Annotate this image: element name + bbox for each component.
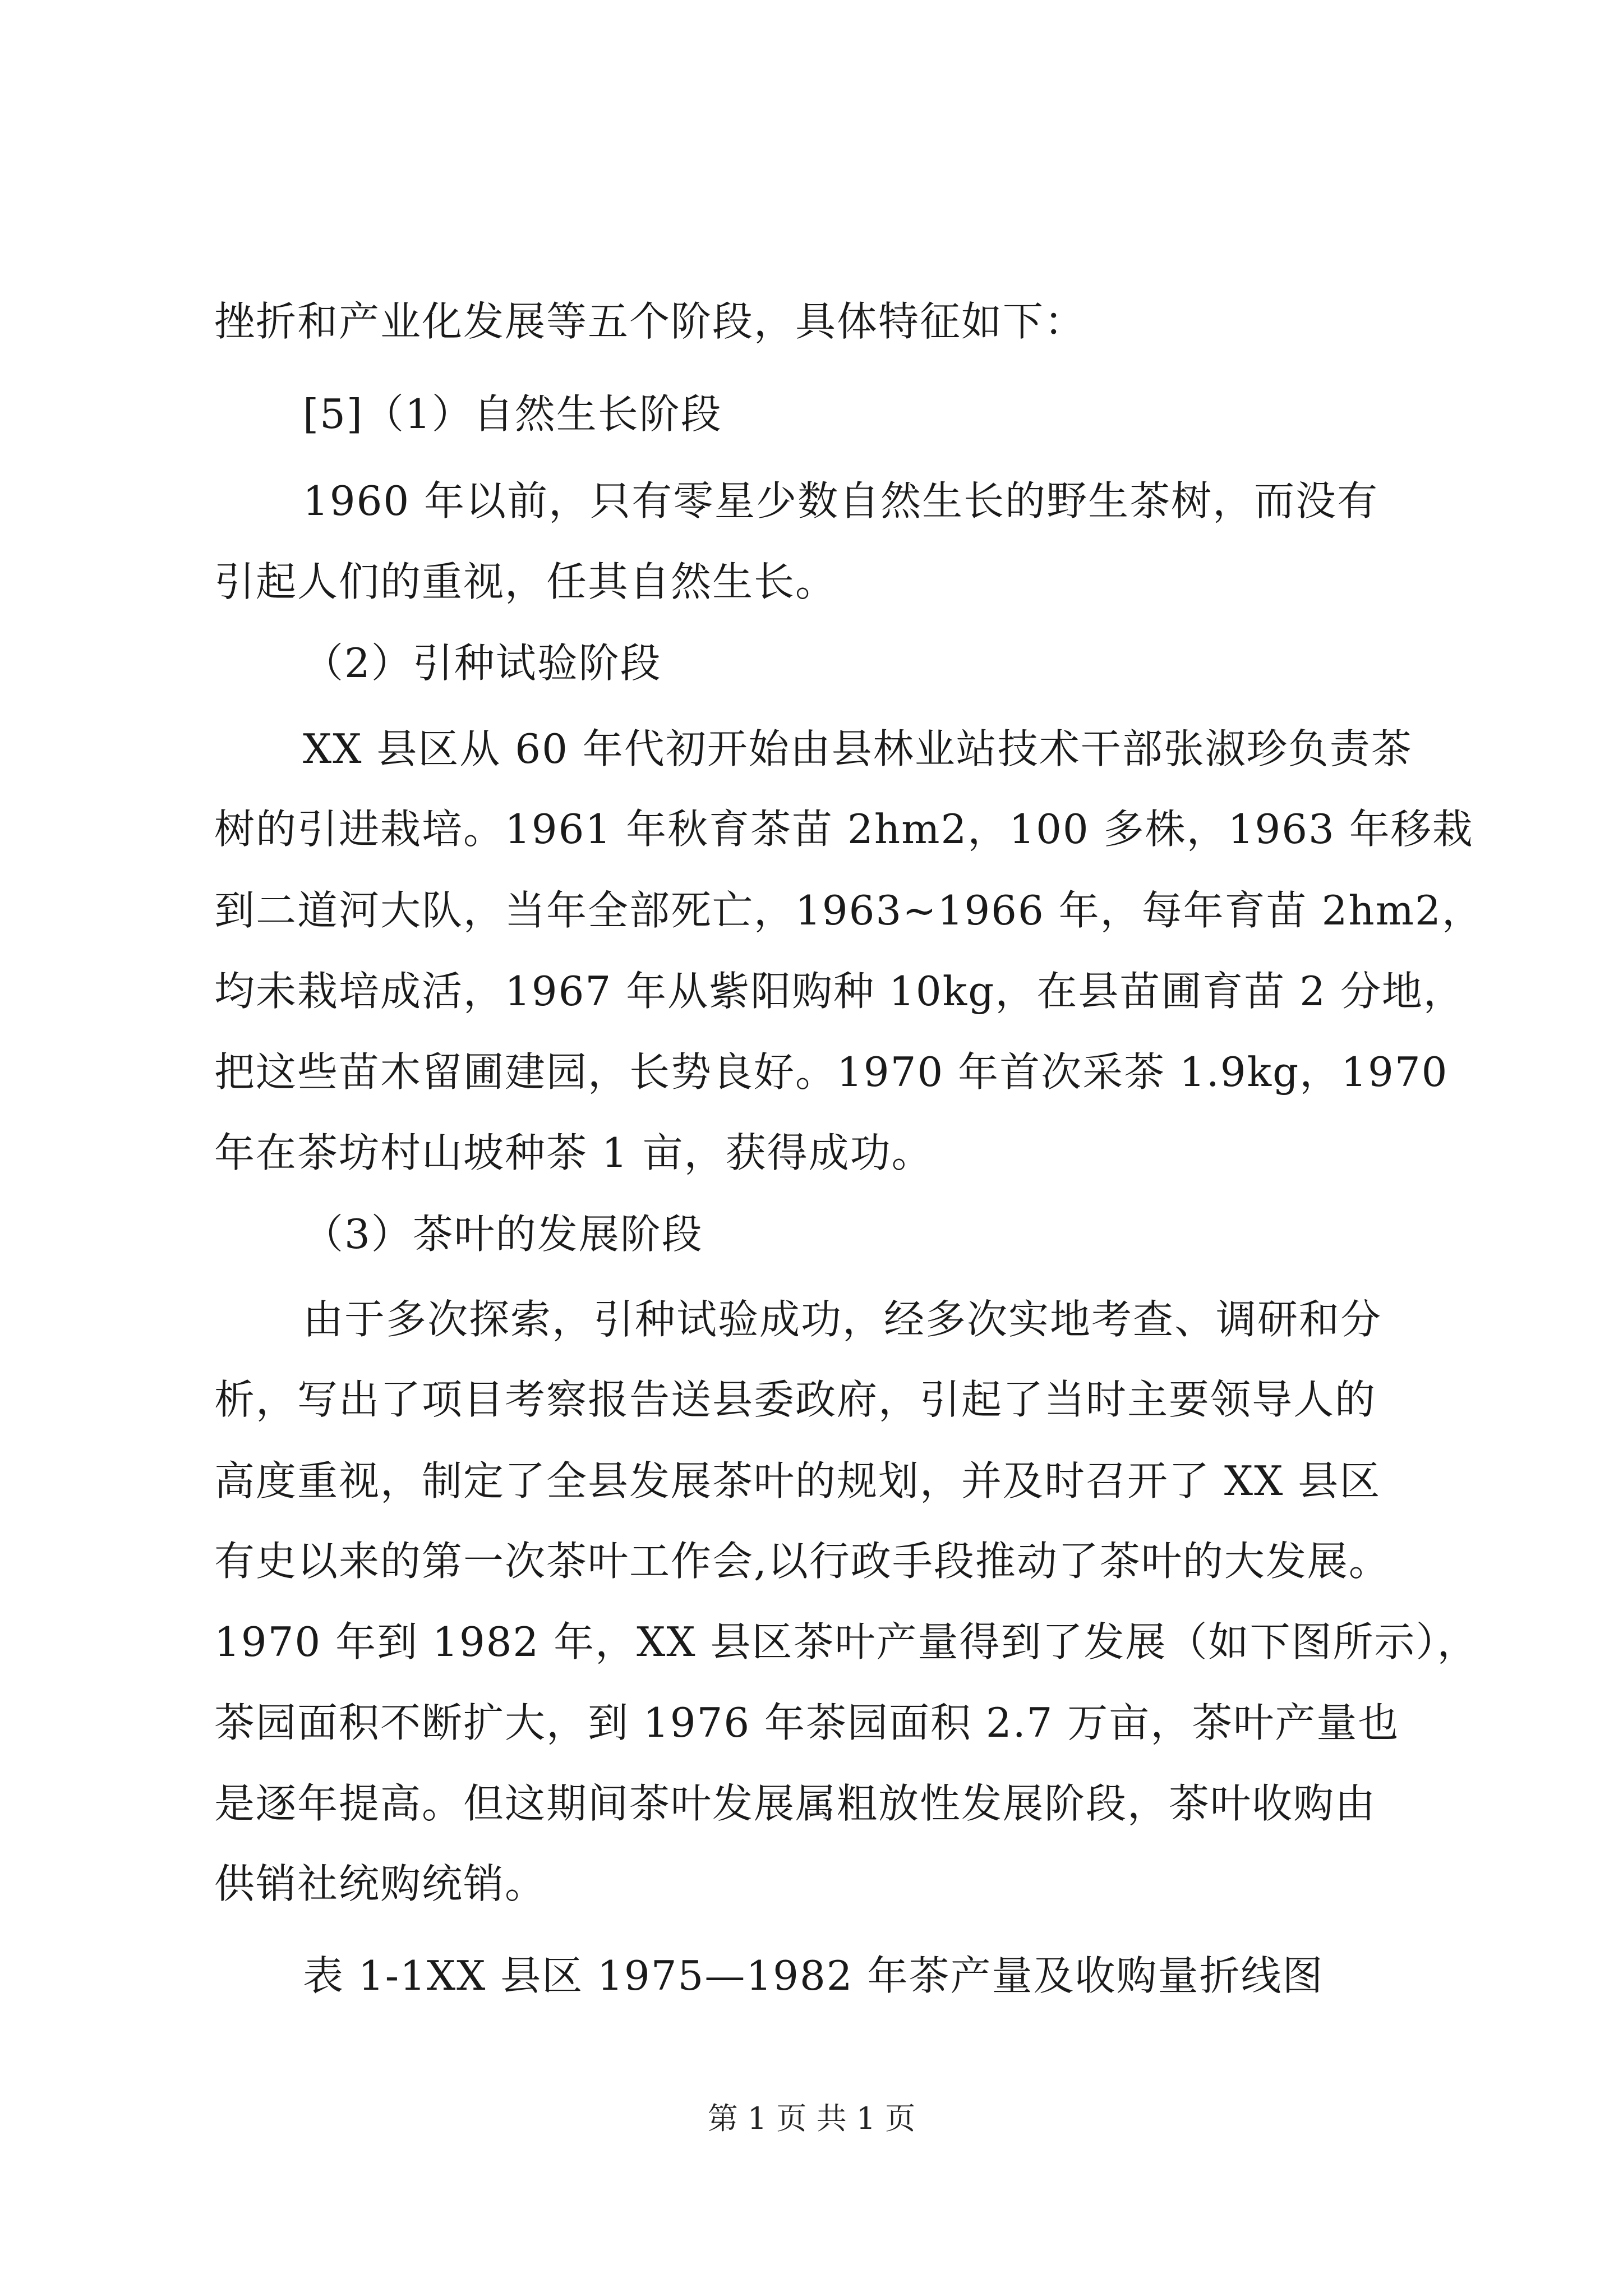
text-line: 1960 年以前，只有零星少数自然生长的野生茶树，而没有 [303,477,1379,524]
section-marker-line: [5]（1）自然生长阶段 [303,390,722,438]
text-line: 1970 年到 1982 年，XX 县区茶叶产量得到了发展（如下图所示）， [214,1618,1479,1665]
text-line: 高度重视，制定了全县发展茶叶的规划，并及时召开了 XX 县区 [214,1457,1381,1504]
section-heading: （3）茶叶的发展阶段 [303,1211,703,1258]
page-footer: 第 1 页 共 1 页 [707,2101,916,2136]
text-line: 引起人们的重视，任其自然生长。 [214,558,837,605]
table-caption: 表 1-1XX 县区 1975—1982 年茶产量及收购量折线图 [303,1952,1324,1999]
section-heading: （2）引种试验阶段 [303,639,662,687]
text-line: 均未栽培成活，1967 年从紫阳购种 10kg，在县苗圃育苗 2 分地， [214,968,1465,1015]
text-line: 有史以来的第一次茶叶工作会,以行政手段推动了茶叶的大发展。 [214,1538,1390,1585]
text-line: 供销社统购统销。 [214,1860,547,1907]
text-line: 到二道河大队，当年全部死亡，1963~1966 年，每年育苗 2hm2， [214,887,1483,934]
text-line: 把这些苗木留圃建园，长势良好。1970 年首次采茶 1.9kg，1970 [214,1048,1449,1096]
text-line: 是逐年提高。但这期间茶叶发展属粗放性发展阶段，茶叶收购由 [214,1780,1377,1827]
text-line: 树的引进栽培。1961 年秋育茶苗 2hm2，100 多株，1963 年移栽 [214,806,1474,853]
text-line: 析，写出了项目考察报告送县委政府，引起了当时主要领导人的 [214,1376,1377,1423]
text-line: 年在茶坊村山坡种茶 1 亩，获得成功。 [214,1129,933,1176]
text-line: 茶园面积不断扩大，到 1976 年茶园面积 2.7 万亩，茶叶产量也 [214,1699,1400,1746]
text-line: XX 县区从 60 年代初开始由县林业站技术干部张淑珍负责茶 [303,725,1413,772]
text-line: 由于多次探索，引种试验成功，经多次实地考查、调研和分 [303,1296,1382,1343]
text-line: 挫折和产业化发展等五个阶段，具体特征如下： [214,298,1086,345]
